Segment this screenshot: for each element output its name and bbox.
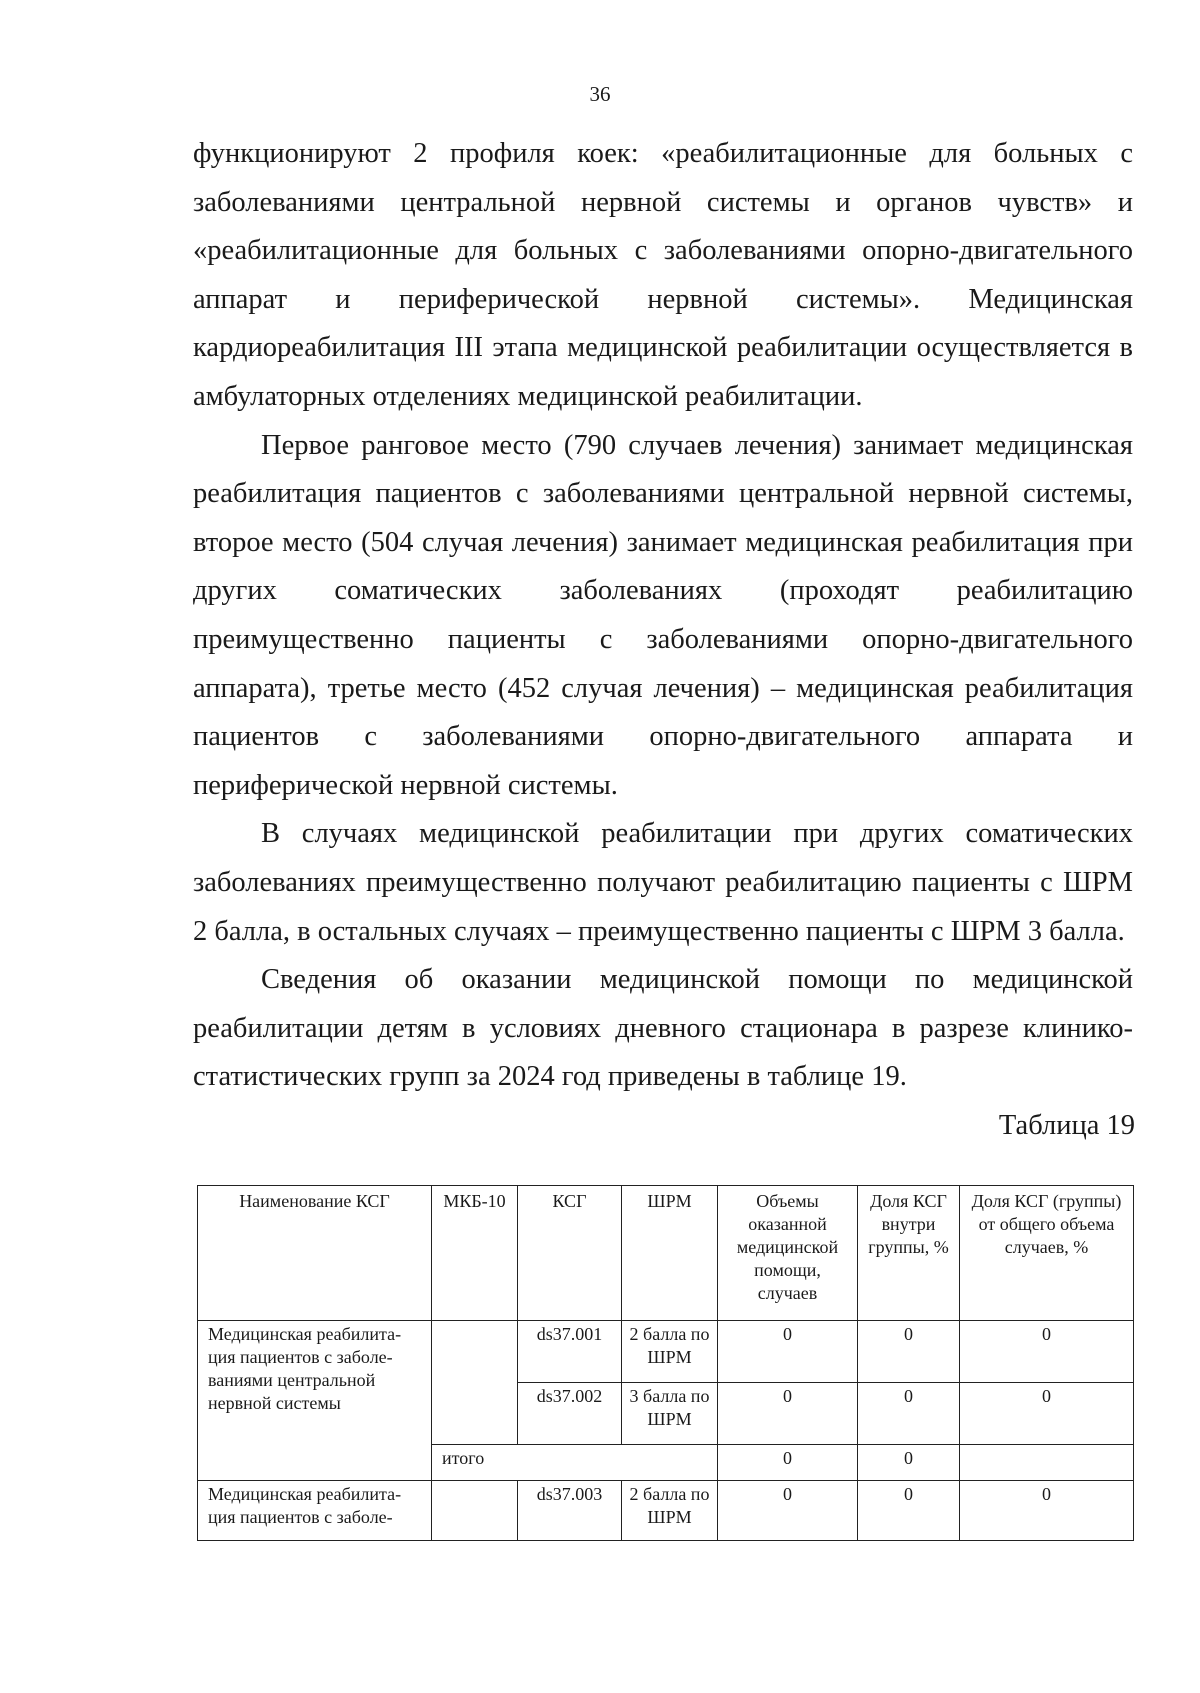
share-in-group-cell: 0 [858,1481,960,1541]
paragraph-ranking: Первое ранговое место (790 случаев лечения) занимает медицинская реабилитация пациентов с заболеваниями центральной нервной системы, второе место (504 случая лечения) занимает медицинская реабилитация при других соматических заболеваниях (проходят реабилитацию преимущественно пациенты с заболеваниями опорно-двигательного аппарата), третье место (452 случая лечения) – медицинская реабилитация пациентов с заболеваниями опорно-двигательного аппарата и периферической нервной системы. [193,429,1133,801]
header-mkb10: МКБ-10 [432,1186,518,1321]
table-header-row [198,1186,1134,1321]
header-shrm: ШРМ [622,1186,718,1321]
share-total-cell: 0 [960,1383,1134,1445]
header-share-in-group: Доля КСГ внутри группы, % [858,1186,960,1321]
paragraph-continuation: функционируют 2 профиля коек: «реабилитационные для больных с заболеваниями центральной нервной системы и органов чувств» и «реабилитационные для больных с заболеваниями опорно-двигательного аппарат и периферической нервной системы». Медицинская кардиореабилитация III этапа медицинской реабилитации осуществляется в амбулаторных отделениях медицинской реабилитации. [193,138,1133,412]
ksg-code-cell: ds37.003 [518,1481,622,1541]
group-name-cell: Медицинская реабилита-ция пациентов с заболе- [198,1481,432,1541]
total-volume-cell: 0 [718,1445,858,1481]
total-label-cell: итого [432,1445,718,1481]
share-in-group-cell: 0 [858,1383,960,1445]
paragraph-table-intro: Сведения об оказании медицинской помощи по медицинской реабилитации детям в условиях дневного стационара в разрезе клинико-статистических групп за 2024 год приведены в таблице 19. [193,964,1133,1093]
header-volume: Объемы оказанной медицинской помощи, случаев [718,1186,858,1321]
page-number: 36 [589,82,611,106]
header-ksg: КСГ [518,1186,622,1321]
table-row [198,1321,1134,1383]
mkb10-cell [432,1321,518,1445]
share-total-cell: 0 [960,1481,1134,1541]
mkb10-cell [432,1481,518,1541]
header-ksg-name: Наименование КСГ [198,1186,432,1321]
ksg-code-cell: ds37.002 [518,1383,622,1445]
volume-cell: 0 [718,1481,858,1541]
shrm-cell: 3 балла по ШРМ [622,1383,718,1445]
table-row [198,1481,1134,1541]
group-name-cell: Медицинская реабилита-ция пациентов с заболе-ваниями центральной нервной системы [198,1321,432,1481]
ksg-table [197,1185,1134,1541]
share-in-group-cell: 0 [858,1321,960,1383]
table-caption: Таблица 19 [998,1110,1135,1141]
paragraph-shrm: В случаях медицинской реабилитации при других соматических заболеваниях преимущественно получают реабилитацию пациенты с ШРМ 2 балла, в остальных случаях – преимущественно пациенты с ШРМ 3 балла. [193,818,1133,947]
shrm-cell: 2 балла по ШРМ [622,1321,718,1383]
total-share-total-cell [960,1445,1134,1481]
share-total-cell: 0 [960,1321,1134,1383]
total-share-in-group-cell: 0 [858,1445,960,1481]
ksg-code-cell: ds37.001 [518,1321,622,1383]
volume-cell: 0 [718,1321,858,1383]
volume-cell: 0 [718,1383,858,1445]
shrm-cell: 2 балла по ШРМ [622,1481,718,1541]
header-share-total: Доля КСГ (группы) от общего объема случаев, % [960,1186,1134,1321]
body-text [193,130,1133,1102]
